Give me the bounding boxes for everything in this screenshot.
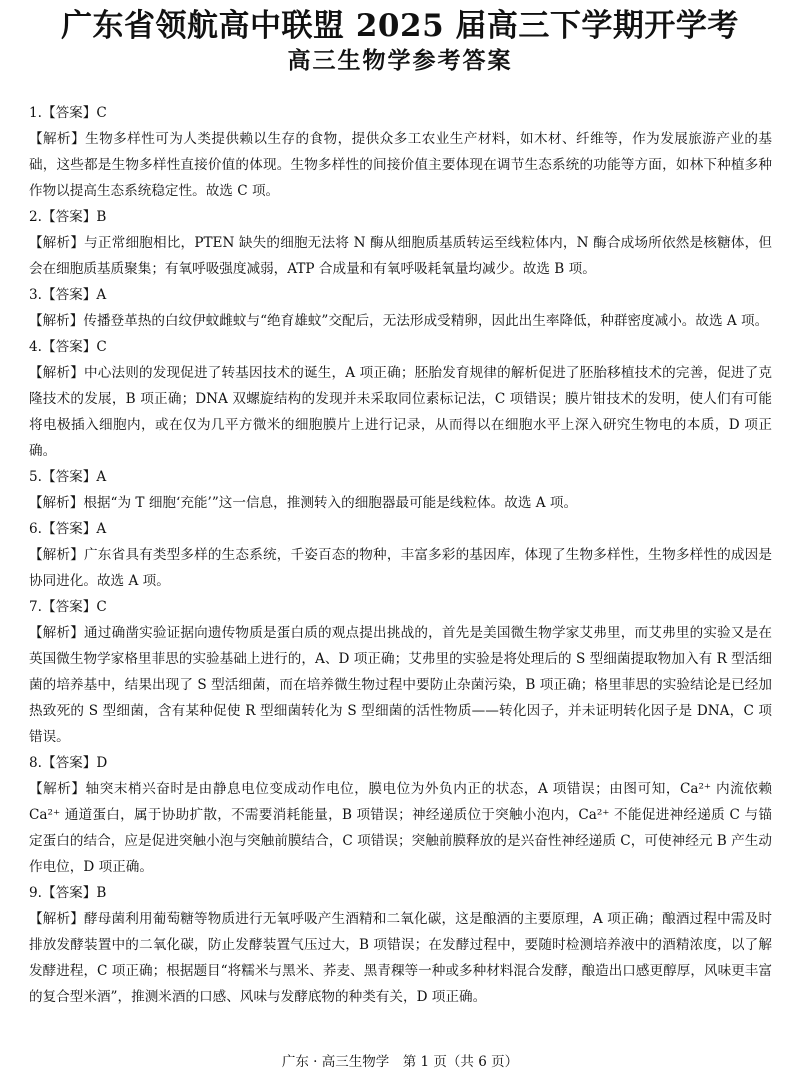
answer-line: 1.【答案】C xyxy=(29,105,107,121)
explanation-text: 【解析】传播登革热的白纹伊蚊雌蚊与“绝育雄蚊”交配后，无法形成受精卵，因此出生率降低，种群密度减小。故选 A 项。 xyxy=(29,313,769,329)
explanation-text: 【解析】通过确凿实验证据向遗传物质是蛋白质的观点提出挑战的，首先是美国微生物学家艾弗里，而艾弗里的实验又是在英国微生物学家格里菲思的实验基础上进行的，A、D 项正确；艾弗里的实验是将处理后的 S 型细菌提取物加入有 R 型活细菌的培养基中，结果出现了 S 型活细菌，而在培养微生物过程中要防止杂菌污染，B 项正确；格里菲思的实验结论是已经加热致死的 S 型细菌，含有某种促使 R 型细菌转化为 S 型细菌的活性物质——转化因子，并未证明转化因子是 DNA，C 项错误。 xyxy=(29,625,772,745)
answer-line: 9.【答案】B xyxy=(29,885,107,901)
question-4 xyxy=(29,334,772,464)
question-7 xyxy=(29,594,772,750)
page-title: 广东省领航高中联盟 2025 届高三下学期开学考 xyxy=(61,8,739,44)
question-5 xyxy=(29,464,772,516)
question-9 xyxy=(29,880,772,1010)
explanation-text: 【解析】中心法则的发现促进了转基因技术的诞生，A 项正确；胚胎发育规律的解析促进了胚胎移植技术的完善，促进了克隆技术的发展，B 项正确；DNA 双螺旋结构的发现并未采取同位素标记法，C 项错误；膜片钳技术的发明，使人们有可能将电极插入细胞内，或在仅为几平方微米的细胞膜片上进行记录，从而得以在细胞水平上深入研究生物电的本质，D 项正确。 xyxy=(29,365,772,459)
question-6 xyxy=(29,516,772,594)
answer-line: 4.【答案】C xyxy=(29,339,107,355)
explanation-text: 【解析】根据“为 T 细胞‘充能’”这一信息，推测转入的细胞器最可能是线粒体。故选 A 项。 xyxy=(29,495,578,511)
answer-line: 7.【答案】C xyxy=(29,599,107,615)
page-footer: 广东 · 高三生物学 第 1 页（共 6 页） xyxy=(281,1054,519,1070)
question-2 xyxy=(29,204,772,282)
page-subtitle: 高三生物学参考答案 xyxy=(287,47,513,74)
answer-list xyxy=(29,100,772,1010)
question-8 xyxy=(29,750,772,880)
answer-line: 2.【答案】B xyxy=(29,209,107,225)
answer-line: 3.【答案】A xyxy=(29,287,107,303)
answer-line: 6.【答案】A xyxy=(29,521,107,537)
answer-line: 8.【答案】D xyxy=(29,755,108,771)
explanation-text: 【解析】生物多样性可为人类提供赖以生存的食物，提供众多工农业生产材料，如木材、纤维等，作为发展旅游产业的基础，这些都是生物多样性直接价值的体现。生物多样性的间接价值主要体现在调节生态系统的功能等方面，如林下种植多种作物以提高生态系统稳定性。故选 C 项。 xyxy=(29,131,772,199)
explanation-text: 【解析】轴突末梢兴奋时是由静息电位变成动作电位，膜电位为外负内正的状态，A 项错误；由图可知，Ca²⁺ 内流依赖 Ca²⁺ 通道蛋白，属于协助扩散，不需要消耗能量，B 项错误；神经递质位于突触小泡内，Ca²⁺ 不能促进神经递质 C 与锚定蛋白的结合，应是促进突触小泡与突触前膜结合，C 项错误；突触前膜释放的是兴奋性神经递质 C，可使神经元 B 产生动作电位，D 项正确。 xyxy=(29,781,772,875)
explanation-text: 【解析】与正常细胞相比，PTEN 缺失的细胞无法将 N 酶从细胞质基质转运至线粒体内，N 酶合成场所依然是核糖体，但会在细胞质基质聚集；有氧呼吸强度减弱，ATP 合成量和有氧呼吸耗氧量均减少。故选 B 项。 xyxy=(29,235,772,277)
explanation-text: 【解析】酵母菌利用葡萄糖等物质进行无氧呼吸产生酒精和二氧化碳，这是酿酒的主要原理，A 项正确；酿酒过程中需及时排放发酵装置中的二氧化碳，防止发酵装置气压过大，B 项错误；在发酵过程中，要随时检测培养液中的酒精浓度，以了解发酵进程，C 项正确；根据题目“将糯米与黑米、荞麦、黑青稞等一种或多种材料混合发酵，酿造出口感更醇厚，风味更丰富的复合型米酒”，推测米酒的口感、风味与发酵底物的种类有关，D 项正确。 xyxy=(29,911,772,1005)
question-1 xyxy=(29,100,772,204)
explanation-text: 【解析】广东省具有类型多样的生态系统，千姿百态的物种，丰富多彩的基因库，体现了生物多样性，生物多样性的成因是协同进化。故选 A 项。 xyxy=(29,547,772,589)
question-3 xyxy=(29,282,772,334)
answer-line: 5.【答案】A xyxy=(29,469,107,485)
